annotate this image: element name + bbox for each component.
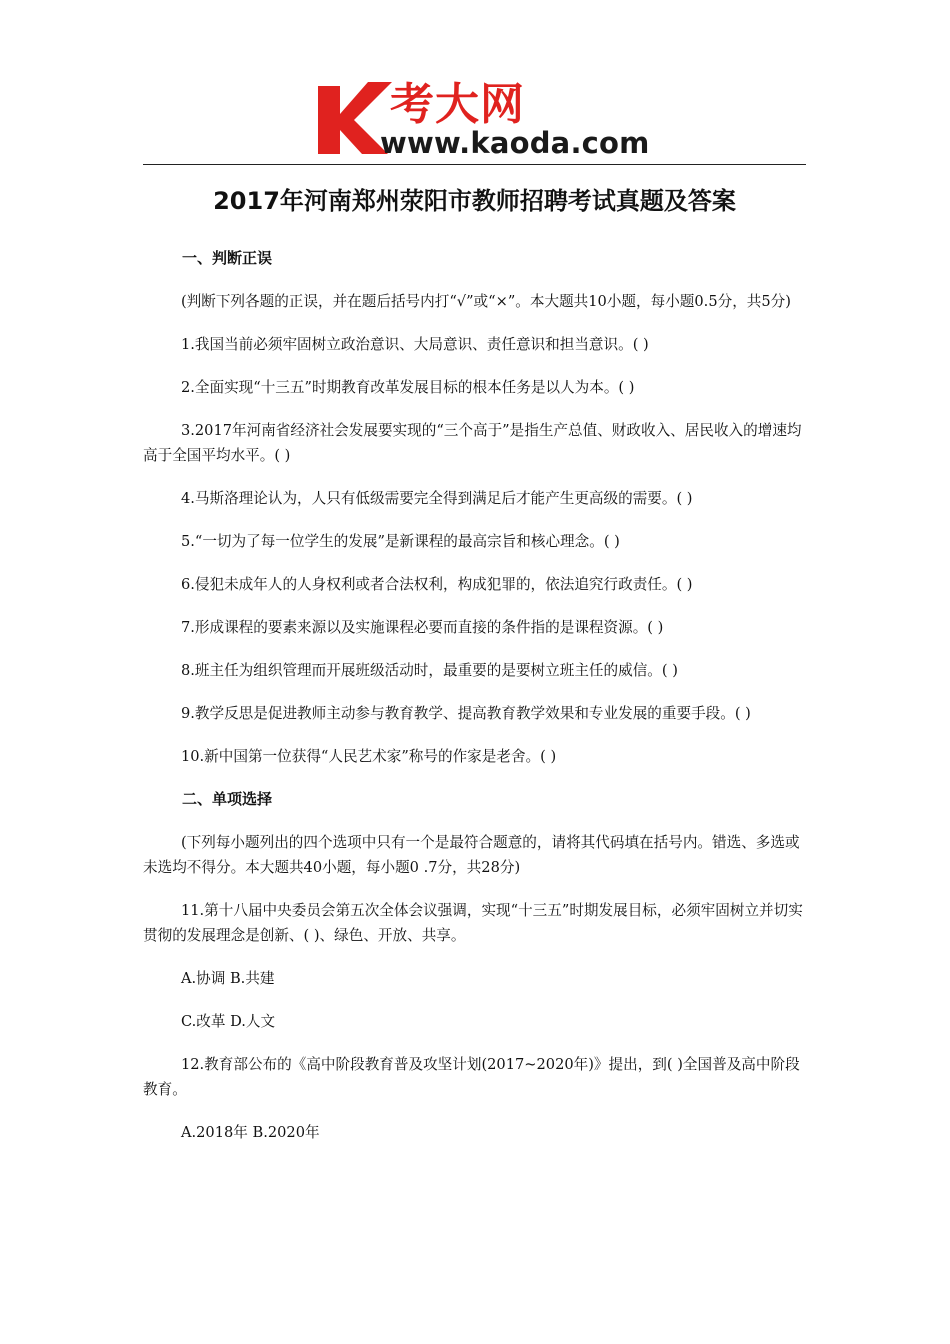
question-item: 12.教育部公布的《高中阶段教育普及攻坚计划(2017~2020年)》提出，到( )全国普及高中阶段教育。 <box>143 1056 800 1098</box>
logo-site-name: 考大网 <box>390 79 525 130</box>
section-instruction: (判断下列各题的正误，并在题后括号内打“√”或“×”。本大题共10小题，每小题0.5分，共5分) <box>180 293 791 310</box>
question-item: 8.班主任为组织管理而开展班级活动时，最重要的是要树立班主任的威信。( ) <box>180 662 678 679</box>
section-instruction: (下列每小题列出的四个选项中只有一个是最符合题意的，请将其代码填在括号内。错选、多选或未选均不得分。本大题共40小题，每小题0 .7分，共28分) <box>143 834 800 876</box>
answer-options: A.协调 B.共建 <box>180 970 275 987</box>
question-item: 5.“一切为了每一位学生的发展”是新课程的最高宗旨和核心理念。( ) <box>180 533 620 550</box>
question-item: 1.我国当前必须牢固树立政治意识、大局意识、责任意识和担当意识。( ) <box>180 336 649 353</box>
answer-options: C.改革 D.人文 <box>180 1013 276 1030</box>
question-item: 4.马斯洛理论认为，人只有低级需要完全得到满足后才能产生更高级的需要。( ) <box>180 490 693 507</box>
question-item: 9.教学反思是促进教师主动参与教育教学、提高教育教学效果和专业发展的重要手段。( ) <box>180 705 751 722</box>
question-item: 6.侵犯未成年人的人身权利或者合法权利，构成犯罪的，依法追究行政责任。( ) <box>180 576 693 593</box>
section-heading: 二、单项选择 <box>182 790 273 808</box>
question-item: 11.第十八届中央委员会第五次全体会议强调，实现“十三五”时期发展目标，必须牢固树立并切实贯彻的发展理念是创新、( )、绿色、开放、共享。 <box>143 902 803 944</box>
kaoda-logo <box>316 78 650 160</box>
logo-url: www.kaoda.com <box>380 126 650 160</box>
page-title: 2017年河南郑州荥阳市教师招聘考试真题及答案 <box>213 187 736 215</box>
header-divider <box>143 164 806 165</box>
question-item: 3.2017年河南省经济社会发展要实现的“三个高于”是指生产总值、财政收入、居民收入的增速均高于全国平均水平。( ) <box>143 422 802 464</box>
question-item: 10.新中国第一位获得“人民艺术家”称号的作家是老舍。( ) <box>180 748 557 765</box>
document-body <box>143 246 806 1163</box>
section-heading: 一、判断正误 <box>182 249 273 267</box>
question-item: 2.全面实现“十三五”时期教育改革发展目标的根本任务是以人为本。( ) <box>180 379 635 396</box>
question-item: 7.形成课程的要素来源以及实施课程必要而直接的条件指的是课程资源。( ) <box>180 619 664 636</box>
answer-options: A.2018年 B.2020年 <box>180 1124 320 1141</box>
